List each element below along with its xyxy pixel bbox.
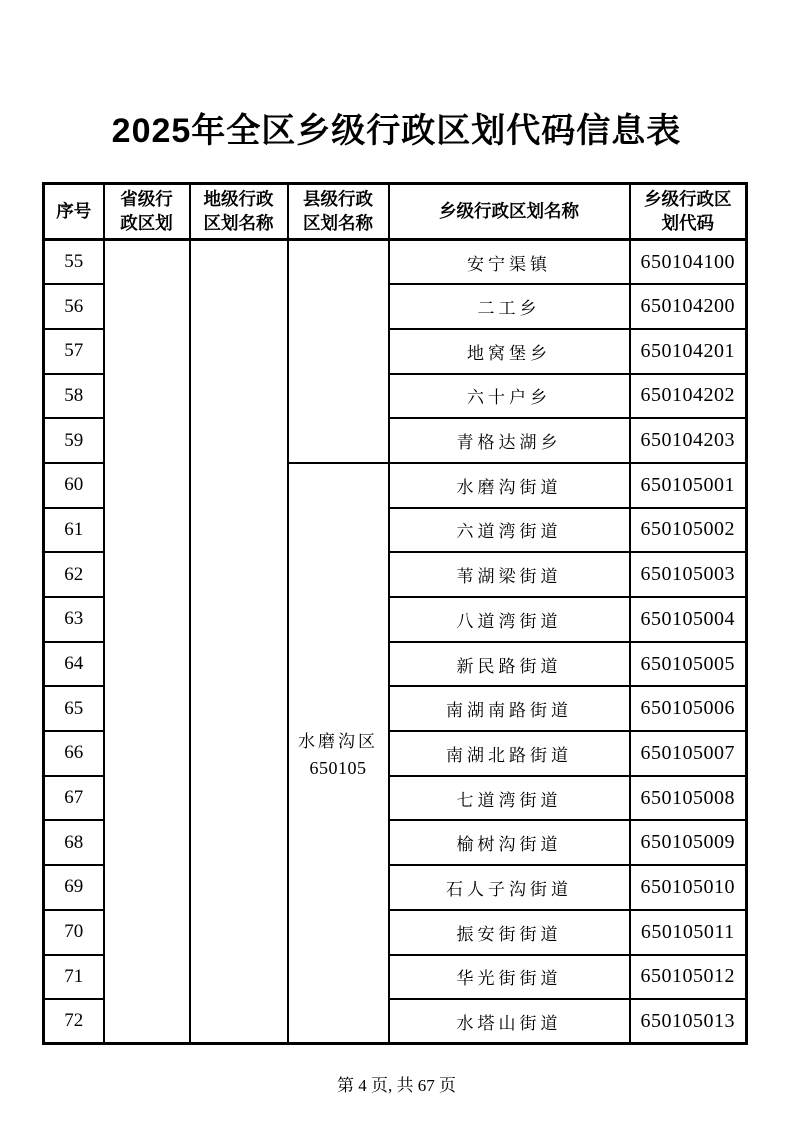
township-name: 水磨沟街道 <box>389 463 630 508</box>
township-code: 650104201 <box>630 329 747 374</box>
township-code: 650105013 <box>630 999 747 1044</box>
row-no: 70 <box>44 910 104 955</box>
table-header <box>44 184 747 240</box>
county-code: 650105 <box>309 757 367 778</box>
township-name: 振安街街道 <box>389 910 630 955</box>
township-code: 650105004 <box>630 597 747 642</box>
township-name: 地窝堡乡 <box>389 329 630 374</box>
row-no: 60 <box>44 463 104 508</box>
row-no: 55 <box>44 240 104 285</box>
township-code: 650104203 <box>630 418 747 463</box>
township-code: 650105002 <box>630 508 747 553</box>
township-name: 新民路街道 <box>389 642 630 687</box>
township-code: 650104100 <box>630 240 747 285</box>
table-row <box>44 240 747 285</box>
township-name: 石人子沟街道 <box>389 865 630 910</box>
township-name: 安宁渠镇 <box>389 240 630 285</box>
township-name: 南湖北路街道 <box>389 731 630 776</box>
township-name: 苇湖梁街道 <box>389 552 630 597</box>
header-township-code: 乡级行政区 划代码 <box>630 184 747 240</box>
township-name: 六道湾街道 <box>389 508 630 553</box>
township-code: 650105003 <box>630 552 747 597</box>
township-code: 650105008 <box>630 776 747 821</box>
row-no: 58 <box>44 374 104 419</box>
township-code: 650105007 <box>630 731 747 776</box>
page-title: 2025年全区乡级行政区划代码信息表 <box>111 112 682 150</box>
township-name: 八道湾街道 <box>389 597 630 642</box>
row-no: 65 <box>44 686 104 731</box>
division-code-table <box>42 182 748 1045</box>
row-no: 62 <box>44 552 104 597</box>
township-code: 650105005 <box>630 642 747 687</box>
township-name: 青格达湖乡 <box>389 418 630 463</box>
county-merged-cell <box>288 463 389 1044</box>
township-code: 650105009 <box>630 820 747 865</box>
header-province: 省级行 政区划 <box>104 184 190 240</box>
township-name: 二工乡 <box>389 284 630 329</box>
row-no: 71 <box>44 955 104 1000</box>
province-merged-cell <box>104 240 190 1044</box>
township-name: 水塔山街道 <box>389 999 630 1044</box>
page-number-footer: 第 4 页, 共 67 页 <box>337 1076 456 1095</box>
header-prefecture: 地级行政 区划名称 <box>190 184 288 240</box>
row-no: 68 <box>44 820 104 865</box>
row-no: 69 <box>44 865 104 910</box>
row-no: 72 <box>44 999 104 1044</box>
township-name: 六十户乡 <box>389 374 630 419</box>
row-no: 63 <box>44 597 104 642</box>
township-name: 七道湾街道 <box>389 776 630 821</box>
township-code: 650105012 <box>630 955 747 1000</box>
township-name: 榆树沟街道 <box>389 820 630 865</box>
township-name: 南湖南路街道 <box>389 686 630 731</box>
row-no: 57 <box>44 329 104 374</box>
row-no: 59 <box>44 418 104 463</box>
township-code: 650105006 <box>630 686 747 731</box>
county-merged-cell-blank <box>288 240 389 463</box>
township-code: 650104202 <box>630 374 747 419</box>
prefecture-merged-cell <box>190 240 288 1044</box>
township-code: 650105001 <box>630 463 747 508</box>
header-county: 县级行政 区划名称 <box>288 184 389 240</box>
row-no: 56 <box>44 284 104 329</box>
row-no: 61 <box>44 508 104 553</box>
county-name: 水磨沟区 <box>298 732 378 752</box>
row-no: 64 <box>44 642 104 687</box>
township-code: 650104200 <box>630 284 747 329</box>
township-name: 华光街街道 <box>389 955 630 1000</box>
row-no: 66 <box>44 731 104 776</box>
township-code: 650105010 <box>630 865 747 910</box>
header-township-name: 乡级行政区划名称 <box>389 184 630 240</box>
township-code: 650105011 <box>630 910 747 955</box>
row-no: 67 <box>44 776 104 821</box>
header-no: 序号 <box>44 184 104 240</box>
